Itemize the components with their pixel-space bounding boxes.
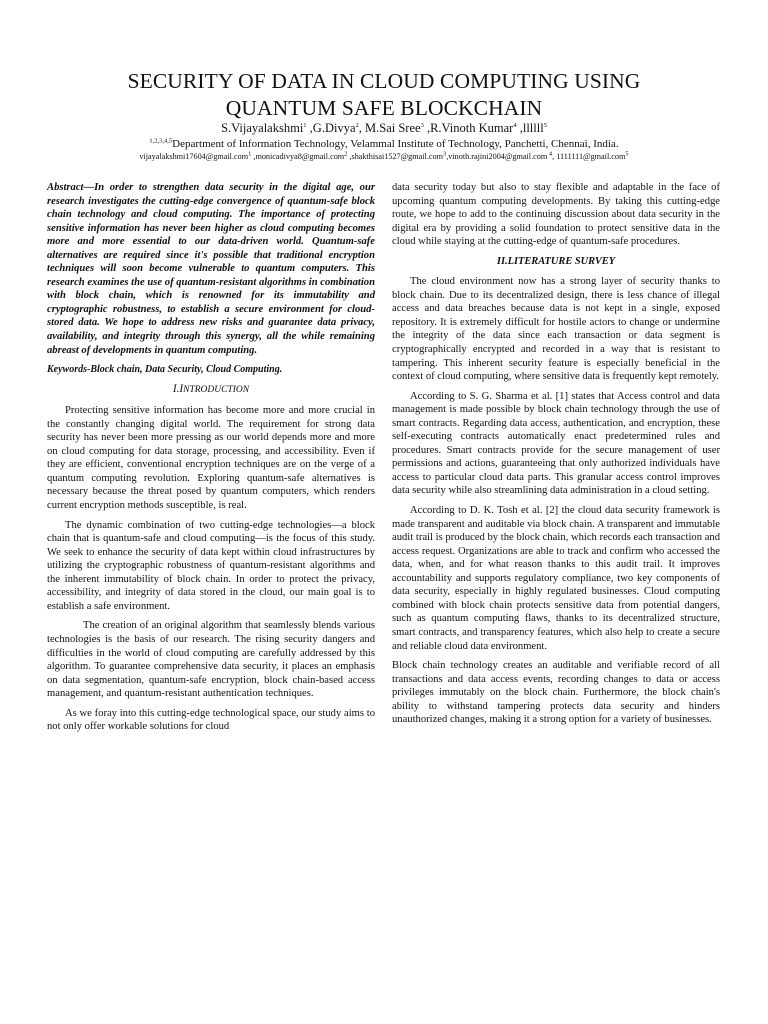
email-4: ,vinoth.rajini2004@gmail.com $^4$ bbox=[446, 150, 553, 161]
author-2: ,G.Divya$^2$ bbox=[306, 121, 359, 135]
email-3: ,shakthisai1527@gmail.com$^3$ bbox=[347, 150, 447, 161]
lit-paragraph-4: Block chain technology creates an auditable and verifiable record of all transactions and data access events, recording changes to data or access privileges immutably on the block chain. Furthermore, the block chain's ability to withstand tampering protects data security and hinders unauthorized changes, making it a strong option for a variety of businesses. bbox=[392, 660, 720, 726]
intro-paragraph-3: The creation of an original algorithm that seamlessly blends various technologies is the basis of our research. The rising security dangers and difficulties in the world of cloud computing are carefully addressed by this algorithm. To guarantee comprehensive data security, it places an emphasis on data segmentation, quantum-safe encryption, block chain-based access management, and quantum-resistant authentication techniques. bbox=[47, 620, 375, 700]
intro-paragraph-4: As we foray into this cutting-edge technological space, our study aims to not only offer workable solutions for cloud bbox=[47, 707, 375, 733]
email-5: , 1111111@gmail.com$^5$ bbox=[552, 150, 629, 161]
author-3: , M.Sai Sree$^3$ bbox=[358, 121, 424, 135]
intro-paragraph-2: The dynamic combination of two cutting-edge technologies—a block chain that is quantum-safe and cloud computing—is the focus of this study. We seek to enhance the security of data kept within cloud infrastructures by utilizing the cryptographic robustness of quantum-resistant algorithms and the inherent immutability of block chain. In order to protect the privacy, accessibility, and integrity of data stored in the cloud, our main goal is to establish a safe environment. bbox=[47, 519, 375, 612]
section-heading-introduction: I.INTRODUCTION bbox=[172, 382, 250, 395]
author-1: S.Vijayalakshmi$^1$ bbox=[221, 121, 307, 135]
keywords: Keywords-Block chain, Data Security, Cloud Computing. bbox=[47, 364, 283, 376]
section-heading-literature-survey: II.LITERATURE SURVEY bbox=[496, 255, 616, 267]
author-list bbox=[0, 121, 768, 136]
affiliation: $^{1,2,3,4,5}$Department of Information Technology, Velammal Institute of Technology, Panchetti, Chennai, India. bbox=[149, 137, 619, 150]
paper-title bbox=[40, 68, 728, 122]
intro-paragraph-1: Protecting sensitive information has become more and more crucial in the constantly changing digital world. The requirement for strong data security has never been more pressing as our world depends more and more on cloud computing for data storage, processing, and accessibility. Even if they are efficient, conventional encryption techniques are on the verge of a quantum computing revolution. Exploring quantum-safe alternatives is necessary because the threat posed by quantum computers, which renders current encryption methods susceptible, is real. bbox=[47, 405, 375, 512]
title-line-1: SECURITY OF DATA IN CLOUD COMPUTING USING bbox=[127, 69, 641, 93]
right-column bbox=[392, 181, 720, 733]
email-1: vijayalakshmi17604@gmail.com$^1$ bbox=[139, 150, 252, 161]
lit-paragraph-2: According to S. G. Sharma et al. [1] states that Access control and data management is made possible by block chain technology through the use of smart contracts. Regarding data access, authentication, and encryption, these self-executing contracts automatically enact predetermined rules and procedures. Smart contracts provide for the secure management of user permissions and actions, guaranteeing that only authorized individuals have access to particular cloud data parts. This granular access control improves data security while also streamlining data administration in a cloud setting. bbox=[392, 390, 720, 497]
email-list bbox=[0, 151, 768, 163]
email-2: ,monicadivya8@gmail.com$^2$ bbox=[251, 150, 348, 161]
lit-paragraph-1: The cloud environment now has a strong layer of security thanks to block chain. Due to its decentralized design, there is less chance of illegal access and data breaches because data is not kept in a single, exposed repository. It is extremely difficult for hostile actors to change or undermine the integrity of the data since each transaction or data segment is cryptographically encrypted and recorded in a way that is resistant to tampering. This inherent security feature is especially beneficial in the context of cloud computing, where sensitive data is frequently kept remotely. bbox=[392, 276, 720, 383]
author-5: ,llllll$^5$ bbox=[516, 121, 547, 135]
left-column bbox=[47, 181, 375, 740]
abstract: Abstract—In order to strengthen data security in the digital age, our research investigates the cutting-edge convergence of quantum-safe block chain technology and cloud computing. The importance of protecting sensitive information has never been higher as cloud computing becomes more and more essential to our data-driven world. Quantum-safe alternatives are required since it's possible that traditional encryption techniques will soon become vulnerable to quantum computers. This research examines the use of quantum-resistant algorithms in combination with block chain, which is renowned for its immutability and cryptographic robustness, to establish a secure environment for cloud-stored data. We hope to address new risks and guarantee data privacy, availability, and integrity through this synergy, all the while remaining abreast of developments in quantum computing. bbox=[47, 182, 375, 356]
intro-continuation: data security today but also to stay flexible and adaptable in the face of upcoming quantum computing developments. By taking this cutting-edge route, we hope to add to the continuing discussion about data security in the digital era by providing a solid foundation to protect sensitive data in the cloud while staying at the cutting-edge of quantum-safe procedures. bbox=[392, 182, 720, 248]
author-4: ,R.Vinoth Kumar$^4$ bbox=[423, 121, 517, 135]
lit-paragraph-3: According to D. K. Tosh et al. [2] the cloud data security framework is made transparent and auditable via block chain. A transparent and immutable audit trail is produced by the block chain, which records each transaction and access request. Organizations are able to track and confirm who accessed the data, when, and for what reason thanks to this audit trail. It improves accountability and supports regulatory compliance, two key components of data security, especially in highly regulated businesses. Cloud computing combined with block chain protects sensitive data from potential dangers, such as quantum computing flaws, thanks to its decentralized structure, smart contracts, and transparency features, which also help to create a secure and reliable cloud data environment. bbox=[392, 505, 720, 652]
title-line-2: QUANTUM SAFE BLOCKCHAIN bbox=[225, 96, 543, 120]
